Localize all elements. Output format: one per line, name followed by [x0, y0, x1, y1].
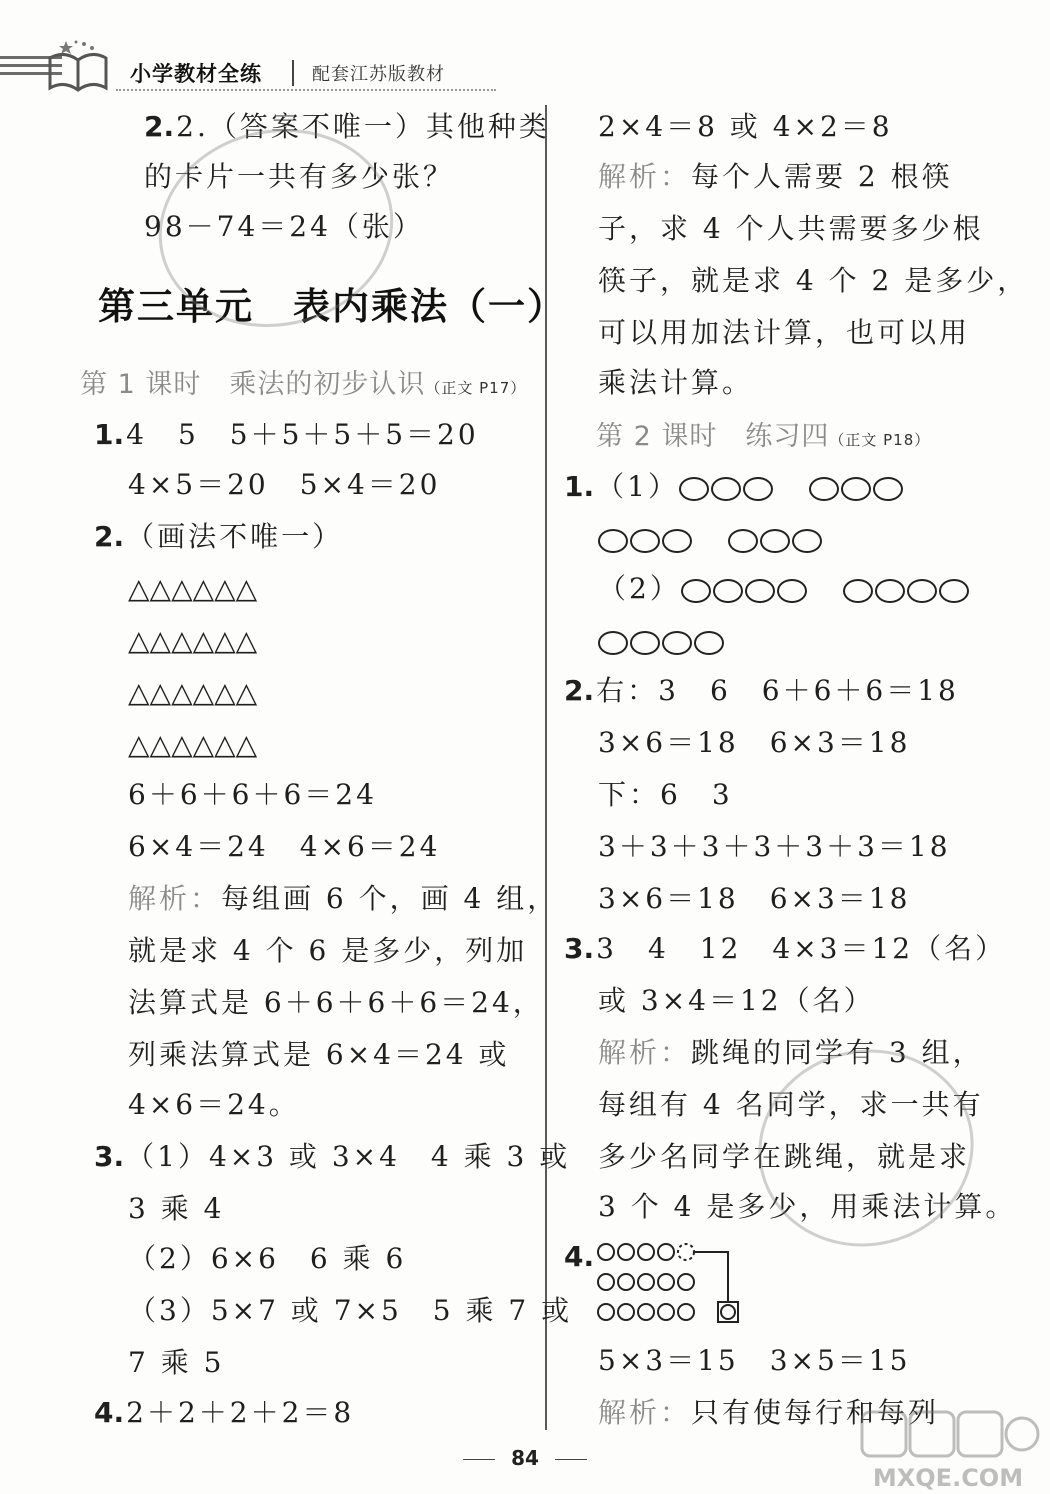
- answer-line: （2）6×6 6 乘 6: [128, 1242, 407, 1275]
- circle-arrangement-diagram: [596, 1238, 746, 1330]
- analysis-line: 3 个 4 是多少，用乘法计算。: [598, 1190, 1017, 1223]
- answer-line: （2）: [598, 572, 971, 606]
- lesson-title: 第 1 课时 乘法的初步认识（正文 P17）: [80, 369, 527, 400]
- analysis-line: 解析：跳绳的同学有 3 组，: [598, 1036, 984, 1069]
- watermark-text: MXQE.COM: [872, 1464, 1024, 1492]
- answer-line: 3×6＝18 6×3＝18: [598, 726, 911, 759]
- answer-line: 3 乘 4: [128, 1192, 225, 1225]
- circle-row: [598, 624, 726, 658]
- analysis-line: 筷子，就是求 4 个 2 是多少，: [598, 264, 1029, 297]
- analysis-line: 列乘法算式是 6×4＝24 或: [128, 1038, 510, 1071]
- answer-line: 3.3 4 12 4×3＝12（名）: [564, 932, 1007, 965]
- open-book-icon: [46, 38, 110, 96]
- analysis-line: 解析：每组画 6 个，画 4 组，: [128, 882, 559, 915]
- analysis-line: 法算式是 6＋6＋6＋6＝24，: [128, 986, 544, 1019]
- answer-line: 2.2.（答案不唯一）其他种类: [144, 110, 550, 143]
- brand-subtitle: 配套江苏版教材: [312, 64, 445, 85]
- analysis-label: 解析：: [128, 882, 222, 915]
- analysis-label: 解析：: [598, 160, 692, 193]
- triangle-row: △△△△△△: [128, 572, 258, 605]
- triangle-row: △△△△△△: [128, 676, 258, 709]
- answer-line: 3＋3＋3＋3＋3＋3＝18: [598, 830, 951, 863]
- analysis-line: 解析：只有使每行和每列: [598, 1396, 940, 1429]
- analysis-label: 解析：: [598, 1396, 692, 1429]
- answer-line: 的卡片一共有多少张？: [144, 160, 455, 193]
- site-watermark-logo: [858, 1408, 1040, 1492]
- answer-line: 7 乘 5: [128, 1346, 225, 1379]
- answer-line: 5×3＝15 3×5＝15: [598, 1344, 911, 1377]
- answer-line: 3×6＝18 6×3＝18: [598, 882, 911, 915]
- analysis-line: 多少名同学在跳绳，就是求: [598, 1140, 971, 1173]
- header-separator: [292, 60, 294, 86]
- analysis-line: 每组有 4 名同学，求一共有: [598, 1088, 984, 1121]
- triangle-row: △△△△△△: [128, 624, 258, 657]
- analysis-line: 解析：每个人需要 2 根筷: [598, 160, 953, 193]
- answer-line: 6×4＝24 4×6＝24: [128, 830, 441, 863]
- answer-line: 1.4 5 5＋5＋5＋5＝20: [94, 418, 479, 451]
- header-dotted-rule: [116, 89, 496, 92]
- page-number: 84: [0, 1446, 1050, 1470]
- answer-line: 3.（1）4×3 或 3×4 4 乘 3 或: [94, 1140, 571, 1173]
- answer-line: 下：6 3: [598, 778, 733, 811]
- lesson-title: 第 2 课时 练习四（正文 P18）: [596, 421, 931, 452]
- analysis-line: 子，求 4 个人共需要多少根: [598, 212, 984, 245]
- answer-line: 6＋6＋6＋6＝24: [128, 778, 377, 811]
- answer-line: 或 3×4＝12（名）: [598, 984, 875, 1017]
- answer-line: 2.右：3 6 6＋6＋6＝18: [564, 674, 959, 707]
- answer-line: 4.: [564, 1240, 595, 1273]
- analysis-line: 就是求 4 个 6 是多少，列加: [128, 934, 528, 967]
- answer-line: （3）5×7 或 7×5 5 乘 7 或: [128, 1294, 573, 1327]
- answer-line: 1.（1）: [564, 470, 905, 504]
- answer-line: 2.（画法不唯一）: [94, 520, 344, 553]
- page-header: [0, 36, 560, 106]
- triangle-row: △△△△△△: [128, 728, 258, 761]
- unit-title: 第三单元 表内乘法（一）: [98, 284, 566, 328]
- analysis-line: 乘法计算。: [598, 366, 754, 399]
- answer-line: 98－74＝24（张）: [144, 210, 424, 243]
- answer-line: 4.2＋2＋2＋2＝8: [94, 1396, 355, 1429]
- analysis-line: 4×6＝24。: [128, 1088, 300, 1121]
- circle-row: [598, 522, 824, 556]
- analysis-label: 解析：: [598, 1036, 692, 1069]
- brand-title: 小学教材全练: [130, 62, 262, 86]
- answer-line: 4×5＝20 5×4＝20: [128, 468, 441, 501]
- answer-line: 2×4＝8 或 4×2＝8: [598, 110, 893, 143]
- analysis-line: 可以用加法计算，也可以用: [598, 316, 971, 349]
